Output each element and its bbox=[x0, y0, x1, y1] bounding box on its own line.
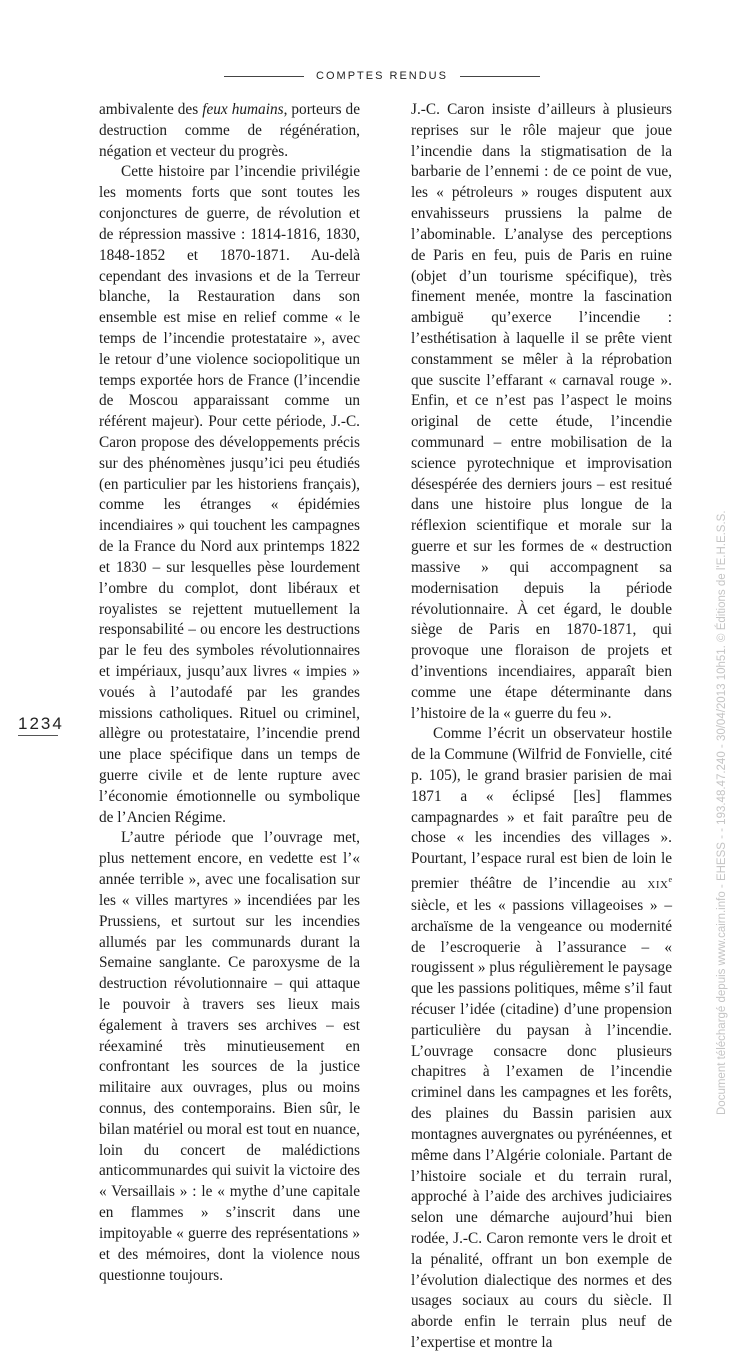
header-title: COMPTES RENDUS bbox=[316, 70, 448, 82]
header-rule-right bbox=[460, 76, 540, 77]
italic-phrase: feux humains bbox=[202, 101, 284, 118]
page-number-rule bbox=[18, 735, 58, 736]
paragraph: ambivalente des feux humains, porteurs de destruction comme de régénération, négation et vecteur du progrès. bbox=[99, 101, 360, 160]
header-rule-left bbox=[224, 76, 304, 77]
paragraph: Cette histoire par l’incendie privilégie les moments forts que sont toutes les conjonctures de guerre, de révolution et de répression massive : 1814-1816, 1830, 1848-1852 et 1870-1871. Au-delà cependant des invasions et de la Terreur blanche, la Restauration dans son ensemble est mise en relief comme « le temps de l’incendie protestataire », avec le retour d’une violence sociopolitique un temps exportée hors de France (l’incendie de Moscou apparaissant comme un référent majeur). Pour cette période, J.-C. Caron propose des développements précis sur des phénomènes jusqu’ici peu étudiés (en particulier par les historiens français), comme les étranges « épidémies incendiaires » qui touchent les campagnes de la France du Nord aux printemps 1822 et 1830 – sur lesquelles pèse lourdement l’ombre du complot, dont libéraux et royalistes se rejettent mutuellement la responsabilité – ou encore les destructions par le feu des symboles révolutionnaires et impériaux, jusqu’aux livres « impies » voués à l’autodafé par les grandes missions catholiques. Rituel ou criminel, allègre ou protestataire, l’incendie prend une place spécifique dans un temps de guerre civile et de lente rupture avec l’économie émotionnelle ou symbolique de l’Ancien Régime. bbox=[99, 163, 360, 826]
paragraph: L’autre période que l’ouvrage met, plus nettement encore, en vedette est l’« année terrible », avec une focalisation sur les « villes martyres » incendiées par les Prussiens, et surtout sur les incendies allumés par les communards durant la Semaine sanglante. Ce paroxysme de la destruction révolutionnaire – qui attaque le pouvoir à travers ses lieux mais également à travers ses archives – est réexaminé très minutieusement en confrontant les sources de la justice militaire aux ouvrages, plus ou moins connus, des contemporains. Bien sûr, le bilan matériel ou moral est tout en nuance, loin du concert de malédictions anticommunardes qui suivit la victoire des « Versaillais » : le « mythe d’une capitale en flammes » s’inscrit dans une impitoyable « guerre des représentations » et des mémoires, dont la violence nous questionne toujours. bbox=[99, 829, 360, 1284]
right-column bbox=[411, 100, 672, 1354]
paragraph: J.-C. Caron insiste d’ailleurs à plusieurs reprises sur le rôle majeur que joue l’incendie dans la stigmatisation de la barbarie de l’ennemi : de ce point de vue, les « pétroleurs » rouges disputent aux envahisseurs prussiens la palme de l’abominable. L’analyse des perceptions de Paris en feu, puis de Paris en ruine (objet d’un tourisme spécifique), très finement menée, montre la fascination ambiguë qu’exerce l’incendie : l’esthétisation à laquelle il se prête vient constamment se mêler à la réprobation que suscite l’effarant « carnaval rouge ». Enfin, et ce n’est pas l’aspect le moins original de cette étude, l’incendie communard – entre mobilisation de la science pyrotechnique et improvisation désespérée des derniers jours – est resitué dans une histoire plus longue de la réflexion scientifique et morale sur la guerre et sur les formes de « destruction massive » qui accompagnent sa modernisation depuis la période révolutionnaire. À cet égard, le double siège de Paris en 1870-1871, qui provoque une floraison de projets et d’inventions incendiaires, apparaît bien comme une étape déterminante dans l’histoire de la « guerre du feu ». bbox=[411, 101, 672, 722]
century-numeral: XIX bbox=[647, 879, 669, 892]
running-header bbox=[224, 66, 540, 86]
page-number: 1234 bbox=[18, 714, 64, 733]
download-watermark: Document téléchargé depuis www.cairn.info - EHESS - - 193.48.47.240 - 30/04/2013 10h51. © Éditions de l'E.H.E.S.S. bbox=[716, 510, 728, 1115]
paragraph: Comme l’écrit un observateur hostile de la Commune (Wilfrid de Fonvielle, cité p. 105), le grand brasier parisien de mai 1871 a « éclipsé [les] flammes campagnardes » et fait paraître peu de chose « les incendies des villages ». Pourtant, l’espace rural est bien de loin le premier théâtre de l’incendie au XIXe siècle, et les « passions villageoises » – archaïsme de la vengeance ou modernité de l’escroquerie à l’assurance – « rougissent » plus régulièrement le paysage que les passions politiques, même s’il faut récuser l’idée (citadine) d’une propension particulière du paysan à l’incendie. L’ouvrage consacre donc plusieurs chapitres à l’examen de l’incendie criminel dans les campagnes et les forêts, des plaines du Bassin parisien aux montagnes auvergnates ou pyrénéennes, et même dans l’Algérie coloniale. Partant de l’histoire sociale et du terrain rural, approché à l’aide des archives judiciaires selon une démarche aujourd’hui bien rodée, J.-C. Caron remonte vers le droit et la pénalité, offrant un bon exemple de l’évolution dialectique des normes et des usages sociaux au cours du siècle. Il aborde enfin le terrain plus neuf de l’expertise et montre la bbox=[411, 725, 672, 1352]
left-column bbox=[99, 100, 360, 1286]
